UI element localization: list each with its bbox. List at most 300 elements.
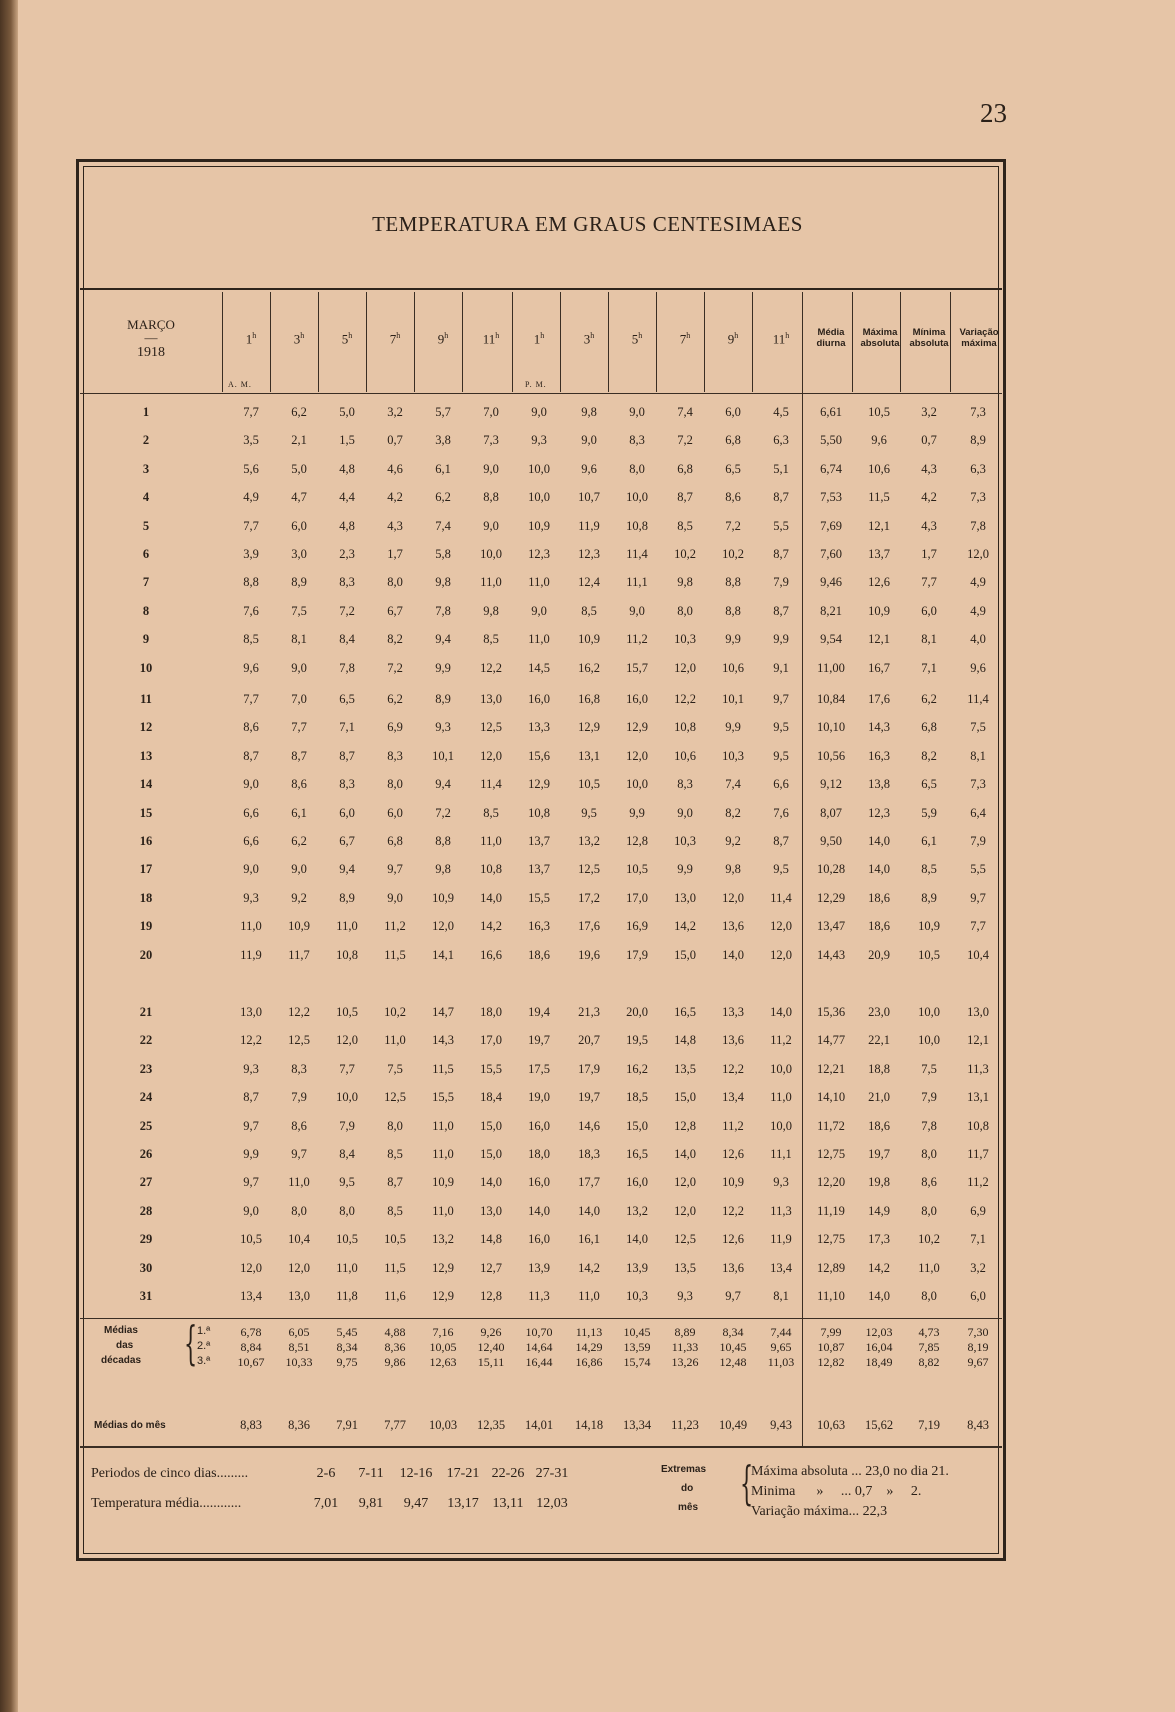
month-mean-value: 7,91 <box>336 1418 358 1432</box>
temperature-value: 5,1 <box>773 462 789 476</box>
temperature-value: 7,53 <box>820 490 842 504</box>
temperature-value: 8,2 <box>387 632 403 646</box>
temperature-value: 20,0 <box>626 1005 648 1019</box>
temperature-value: 8,5 <box>483 806 499 820</box>
temperature-value: 11,19 <box>817 1204 845 1218</box>
temperature-value: 11,9 <box>578 519 600 533</box>
day-number: 6 <box>142 547 150 561</box>
temperature-value: 14,0 <box>626 1232 648 1246</box>
temperature-value: 8,0 <box>921 1204 937 1218</box>
temperature-value: 19,4 <box>528 1005 550 1019</box>
temperature-value: 13,9 <box>626 1261 648 1275</box>
temperature-value: 3,2 <box>387 405 403 419</box>
temperature-value: 19,7 <box>528 1033 550 1047</box>
temperature-value: 7,2 <box>339 604 355 618</box>
temperature-value: 6,5 <box>725 462 741 476</box>
temperature-value: 12,9 <box>578 720 600 734</box>
decade-mean-value: 8,34 <box>722 1325 744 1339</box>
temperature-value: 12,75 <box>816 1147 846 1161</box>
decade-mean-value: 16,86 <box>575 1355 603 1369</box>
temperature-value: 11,72 <box>817 1119 845 1133</box>
temperature-value: 7,5 <box>387 1062 403 1076</box>
temperature-value: 21,0 <box>868 1090 890 1104</box>
temperature-value: 17,0 <box>626 891 648 905</box>
temperature-value: 8,5 <box>387 1204 403 1218</box>
temperature-value: 8,7 <box>773 547 789 561</box>
temperature-value: 8,0 <box>677 604 693 618</box>
pm-label: P. M. <box>525 380 547 389</box>
title-rule <box>80 288 1002 290</box>
temperature-value: 3,5 <box>243 433 259 447</box>
temperature-value: 7,1 <box>339 720 355 734</box>
temperature-value: 6,5 <box>921 777 937 791</box>
temperature-value: 10,10 <box>816 720 846 734</box>
temperature-value: 7,3 <box>970 490 986 504</box>
decade-mean-value: 7,30 <box>967 1325 989 1339</box>
temperature-value: 8,9 <box>339 891 355 905</box>
temperature-value: 12,7 <box>480 1261 502 1275</box>
temperature-value: 13,0 <box>480 1204 502 1218</box>
decade-mean-value: 18,49 <box>865 1355 893 1369</box>
extremes-label-2: do <box>681 1483 694 1494</box>
temperature-value: 8,3 <box>339 575 355 589</box>
column-rule <box>950 292 951 392</box>
temperature-value: 18,6 <box>868 919 890 933</box>
temperature-value: 18,6 <box>528 948 550 962</box>
column-rule <box>512 292 513 392</box>
temperature-value: 11,0 <box>432 1147 454 1161</box>
temperature-value: 7,8 <box>339 661 355 675</box>
temperature-value: 6,2 <box>921 692 937 706</box>
temperature-value: 10,9 <box>288 919 310 933</box>
temperature-value: 12,1 <box>868 632 890 646</box>
decade-mean-value: 9,26 <box>480 1325 502 1339</box>
temperature-value: 11,0 <box>528 632 550 646</box>
temperature-value: 9,3 <box>435 720 451 734</box>
temperature-value: 6,0 <box>725 405 741 419</box>
temperature-value: 3,8 <box>435 433 451 447</box>
day-number: 16 <box>139 834 153 848</box>
temperature-value: 11,1 <box>770 1147 792 1161</box>
temperature-value: 12,9 <box>432 1261 454 1275</box>
column-rule <box>656 292 657 392</box>
temperature-value: 10,6 <box>722 661 744 675</box>
hour-header: 11$^h$ <box>772 331 790 347</box>
temperature-value: 8,7 <box>773 604 789 618</box>
decade-mean-value: 12,03 <box>865 1325 893 1339</box>
temperature-value: 10,0 <box>626 490 648 504</box>
month-label: MARÇO <box>127 317 175 332</box>
temperature-value: 15,6 <box>528 749 550 763</box>
temperature-value: 7,0 <box>483 405 499 419</box>
temperature-value: 8,21 <box>820 604 842 618</box>
day-number: 28 <box>139 1204 153 1218</box>
temperature-value: 8,7 <box>677 490 693 504</box>
temperature-value: 10,8 <box>674 720 696 734</box>
temperature-value: 8,3 <box>339 777 355 791</box>
temperature-value: 7,2 <box>725 519 741 533</box>
decade-mean-value: 12,63 <box>429 1355 457 1369</box>
month-mean-value: 7,19 <box>918 1418 940 1432</box>
stat-head-min: Mínima absoluta <box>909 327 949 349</box>
temperature-value: 10,9 <box>528 519 550 533</box>
temperature-value: 23,0 <box>868 1005 890 1019</box>
temperature-value: 7,8 <box>435 604 451 618</box>
temperature-value: 2,1 <box>291 433 307 447</box>
temperature-value: 5,5 <box>773 519 789 533</box>
temperature-value: 16,0 <box>528 1175 550 1189</box>
temperature-value: 16,8 <box>578 692 600 706</box>
temperature-value: 15,0 <box>626 1119 648 1133</box>
temperature-value: 9,54 <box>820 632 842 646</box>
temperature-value: 6,7 <box>387 604 403 618</box>
temperature-value: 8,0 <box>291 1204 307 1218</box>
temperature-value: 7,7 <box>339 1062 355 1076</box>
temperature-value: 14,2 <box>674 919 696 933</box>
temperature-value: 6,3 <box>773 433 789 447</box>
temperature-value: 13,8 <box>868 777 890 791</box>
temperature-value: 1,7 <box>921 547 937 561</box>
temperature-value: 9,0 <box>291 661 307 675</box>
decade-mean-value: 9,86 <box>384 1355 406 1369</box>
stat-head-mean: Média diurna <box>816 327 846 349</box>
temperature-value: 15,0 <box>480 1147 502 1161</box>
decade-mean-value: 8,89 <box>674 1325 696 1339</box>
temperature-value: 7,7 <box>921 575 937 589</box>
decade-mean-value: 10,67 <box>237 1355 265 1369</box>
decade-num-2: 2.ª <box>197 1340 211 1352</box>
temperature-value: 20,9 <box>868 948 890 962</box>
temperature-value: 10,5 <box>336 1005 358 1019</box>
temperature-value: 7,3 <box>483 433 499 447</box>
temperature-value: 4,8 <box>339 462 355 476</box>
temperature-value: 8,1 <box>291 632 307 646</box>
temperature-value: 6,5 <box>339 692 355 706</box>
temperature-value: 9,7 <box>773 692 789 706</box>
temperature-value: 8,3 <box>677 777 693 791</box>
header-rule <box>80 393 1002 394</box>
temperature-value: 12,0 <box>432 919 454 933</box>
temperature-value: 9,3 <box>677 1289 693 1303</box>
temperature-value: 21,3 <box>578 1005 600 1019</box>
decade-mean-value: 10,87 <box>817 1340 845 1354</box>
decade-mean-value: 7,99 <box>820 1325 842 1339</box>
temperature-value: 8,0 <box>387 1119 403 1133</box>
temperature-value: 8,0 <box>339 1204 355 1218</box>
temperature-value: 12,0 <box>288 1261 310 1275</box>
period-range: 7-11 <box>358 1466 384 1481</box>
temperature-value: 8,6 <box>291 1119 307 1133</box>
day-number: 20 <box>139 948 153 962</box>
temperature-value: 6,8 <box>677 462 693 476</box>
extremes-brace: { <box>740 1456 754 1510</box>
temperature-value: 9,7 <box>387 862 403 876</box>
temperature-value: 10,5 <box>578 777 600 791</box>
temperature-value: 7,9 <box>339 1119 355 1133</box>
temperature-value: 13,4 <box>722 1090 744 1104</box>
am-label: A. M. <box>228 380 252 389</box>
stat-head-var: Variação máxima <box>959 327 999 349</box>
temperature-value: 16,0 <box>528 1232 550 1246</box>
temperature-value: 9,3 <box>243 1062 259 1076</box>
temperature-value: 12,0 <box>480 749 502 763</box>
temperature-value: 6,74 <box>820 462 842 476</box>
temperature-value: 13,4 <box>770 1261 792 1275</box>
temperature-value: 6,2 <box>291 405 307 419</box>
temperature-value: 8,1 <box>970 749 986 763</box>
temperature-value: 13,6 <box>722 1033 744 1047</box>
temperature-value: 8,8 <box>243 575 259 589</box>
temperature-value: 11,0 <box>288 1175 310 1189</box>
hour-header: 3$^h$ <box>583 331 595 347</box>
temperature-value: 11,2 <box>967 1175 989 1189</box>
temperature-value: 9,0 <box>581 433 597 447</box>
temperature-value: 10,1 <box>722 692 744 706</box>
decade-num-1: 1.ª <box>197 1325 211 1337</box>
decade-num-3: 3.ª <box>197 1355 211 1367</box>
temperature-value: 5,9 <box>921 806 937 820</box>
temperature-value: 7,3 <box>970 405 986 419</box>
temperature-value: 7,60 <box>820 547 842 561</box>
temperature-value: 15,0 <box>674 1090 696 1104</box>
period-range: 27-31 <box>535 1466 569 1481</box>
temperature-value: 11,0 <box>528 575 550 589</box>
temperature-value: 9,6 <box>581 462 597 476</box>
temperature-value: 13,7 <box>528 862 550 876</box>
decade-mean-value: 14,29 <box>575 1340 603 1354</box>
decade-mean-value: 8,36 <box>384 1340 406 1354</box>
temperature-value: 15,5 <box>528 891 550 905</box>
temperature-value: 12,8 <box>626 834 648 848</box>
temperature-value: 14,0 <box>868 862 890 876</box>
temperature-value: 8,5 <box>581 604 597 618</box>
day-number: 15 <box>139 806 153 820</box>
temperature-value: 11,0 <box>336 1261 358 1275</box>
period-mean-temp: 13,11 <box>492 1496 524 1511</box>
temperature-value: 16,2 <box>578 661 600 675</box>
temperature-value: 9,9 <box>725 720 741 734</box>
temperature-value: 9,0 <box>531 405 547 419</box>
temperature-value: 9,46 <box>820 575 842 589</box>
temperature-value: 8,1 <box>921 632 937 646</box>
temperature-value: 10,9 <box>432 891 454 905</box>
temperature-value: 13,0 <box>480 692 502 706</box>
column-rule <box>900 292 901 392</box>
decade-mean-value: 13,59 <box>623 1340 651 1354</box>
day-number: 7 <box>142 575 150 589</box>
hour-header: 3$^h$ <box>293 331 305 347</box>
temperature-value: 3,0 <box>291 547 307 561</box>
temperature-value: 7,0 <box>291 692 307 706</box>
day-number: 9 <box>142 632 150 646</box>
temperature-value: 4,8 <box>339 519 355 533</box>
temperature-value: 9,9 <box>629 806 645 820</box>
temperature-value: 16,2 <box>626 1062 648 1076</box>
temperature-value: 4,6 <box>387 462 403 476</box>
decade-mean-value: 9,67 <box>967 1355 989 1369</box>
temperature-value: 0,7 <box>387 433 403 447</box>
decade-mean-value: 13,26 <box>671 1355 699 1369</box>
temperature-value: 8,7 <box>773 834 789 848</box>
decade-mean-value: 4,73 <box>918 1325 940 1339</box>
temperature-value: 8,0 <box>387 575 403 589</box>
decade-mean-value: 7,85 <box>918 1340 940 1354</box>
temperature-value: 12,2 <box>240 1033 262 1047</box>
temperature-value: 12,5 <box>384 1090 406 1104</box>
temperature-value: 8,8 <box>725 575 741 589</box>
period-mean-temp: 12,03 <box>536 1496 568 1511</box>
temperature-value: 9,2 <box>291 891 307 905</box>
temperature-value: 7,6 <box>243 604 259 618</box>
temperature-value: 10,6 <box>868 462 890 476</box>
temperature-value: 16,5 <box>626 1147 648 1161</box>
temperature-value: 8,5 <box>483 632 499 646</box>
temperature-value: 10,0 <box>626 777 648 791</box>
day-number: 3 <box>142 462 150 476</box>
temperature-value: 9,0 <box>483 519 499 533</box>
temperature-value: 17,0 <box>480 1033 502 1047</box>
temperature-value: 9,8 <box>483 604 499 618</box>
temperature-value: 6,8 <box>725 433 741 447</box>
temperature-value: 13,5 <box>674 1261 696 1275</box>
decade-mean-value: 4,88 <box>384 1325 406 1339</box>
temperature-value: 8,0 <box>921 1289 937 1303</box>
temperature-value: 8,07 <box>820 806 842 820</box>
decade-mean-value: 8,34 <box>336 1340 358 1354</box>
temperature-value: 8,6 <box>291 777 307 791</box>
temperature-value: 14,0 <box>868 1289 890 1303</box>
day-number: 21 <box>139 1005 153 1019</box>
temperature-value: 11,0 <box>480 834 502 848</box>
temperature-value: 13,3 <box>722 1005 744 1019</box>
temperature-value: 8,7 <box>339 749 355 763</box>
temperature-value: 4,0 <box>970 632 986 646</box>
temperature-value: 4,3 <box>387 519 403 533</box>
temperature-value: 19,6 <box>578 948 600 962</box>
temperature-value: 8,3 <box>629 433 645 447</box>
temperature-value: 9,5 <box>339 1175 355 1189</box>
temperature-value: 14,7 <box>432 1005 454 1019</box>
temperature-value: 14,2 <box>578 1261 600 1275</box>
temperature-value: 11,2 <box>722 1119 744 1133</box>
temperature-value: 12,29 <box>816 891 846 905</box>
temperature-value: 10,6 <box>674 749 696 763</box>
temperature-value: 18,6 <box>868 891 890 905</box>
temperature-value: 9,8 <box>725 862 741 876</box>
day-number: 1 <box>142 405 150 419</box>
temperature-value: 19,5 <box>626 1033 648 1047</box>
day-number: 13 <box>139 749 153 763</box>
temperature-value: 5,6 <box>243 462 259 476</box>
temperature-value: 14,77 <box>816 1033 846 1047</box>
temperature-value: 10,0 <box>770 1119 792 1133</box>
temperature-value: 8,4 <box>339 632 355 646</box>
month-means-label: Médias do mês <box>94 1420 166 1431</box>
temperature-value: 7,6 <box>773 806 789 820</box>
temperature-value: 11,8 <box>336 1289 358 1303</box>
day-number: 27 <box>139 1175 153 1189</box>
temperature-value: 14,5 <box>528 661 550 675</box>
temperature-value: 11,4 <box>967 692 989 706</box>
hour-header: 1$^h$ <box>245 331 257 347</box>
temperature-value: 9,3 <box>243 891 259 905</box>
temperature-value: 12,1 <box>868 519 890 533</box>
hour-header: 1$^h$ <box>533 331 545 347</box>
decade-mean-value: 11,03 <box>767 1355 795 1369</box>
temperature-value: 6,8 <box>921 720 937 734</box>
temperature-value: 13,4 <box>240 1289 262 1303</box>
temperature-value: 10,2 <box>384 1005 406 1019</box>
temperature-value: 5,5 <box>970 862 986 876</box>
month-mean-value: 12,35 <box>476 1418 506 1432</box>
temperature-value: 9,4 <box>435 632 451 646</box>
temperature-value: 11,0 <box>770 1090 792 1104</box>
temperature-value: 6,6 <box>243 806 259 820</box>
temperature-value: 8,5 <box>677 519 693 533</box>
temperature-value: 10,8 <box>967 1119 989 1133</box>
decade-mean-value: 11,33 <box>671 1340 699 1354</box>
temperature-value: 14,6 <box>578 1119 600 1133</box>
temperature-value: 9,0 <box>243 1204 259 1218</box>
temperature-value: 9,12 <box>820 777 842 791</box>
temperature-value: 8,0 <box>629 462 645 476</box>
temperature-value: 7,9 <box>773 575 789 589</box>
temperature-value: 22,1 <box>868 1033 890 1047</box>
temperature-value: 16,0 <box>626 692 648 706</box>
temperature-value: 9,9 <box>435 661 451 675</box>
temperature-value: 10,0 <box>918 1033 940 1047</box>
temperature-value: 8,3 <box>291 1062 307 1076</box>
column-rule <box>414 292 415 392</box>
temperature-value: 8,7 <box>773 490 789 504</box>
temperature-value: 17,9 <box>578 1062 600 1076</box>
temperature-value: 12,9 <box>432 1289 454 1303</box>
temperature-value: 7,9 <box>921 1090 937 1104</box>
temperature-value: 13,0 <box>288 1289 310 1303</box>
temperature-value: 18,4 <box>480 1090 502 1104</box>
temperature-value: 6,0 <box>970 1289 986 1303</box>
temperature-value: 19,7 <box>578 1090 600 1104</box>
period-mean-temp: 13,17 <box>447 1496 479 1511</box>
temperature-value: 8,5 <box>243 632 259 646</box>
temperature-value: 7,1 <box>970 1232 986 1246</box>
temperature-value: 8,9 <box>921 891 937 905</box>
month-mean-value: 8,83 <box>240 1418 262 1432</box>
temperature-value: 9,9 <box>725 632 741 646</box>
temperature-value: 11,0 <box>336 919 358 933</box>
temperature-value: 9,7 <box>291 1147 307 1161</box>
temperature-value: 6,6 <box>773 777 789 791</box>
temperature-value: 11,7 <box>967 1147 989 1161</box>
temperature-value: 7,1 <box>921 661 937 675</box>
temperature-value: 13,7 <box>528 834 550 848</box>
temperature-value: 17,9 <box>626 948 648 962</box>
period-mean-temp: 9,47 <box>403 1496 429 1511</box>
temperature-value: 12,0 <box>240 1261 262 1275</box>
temperature-value: 12,2 <box>674 692 696 706</box>
stat-head-max: Máxima absoluta <box>860 327 900 349</box>
temperature-value: 17,2 <box>578 891 600 905</box>
temperature-value: 8,0 <box>387 777 403 791</box>
column-rule <box>318 292 319 392</box>
temperature-value: 12,9 <box>528 777 550 791</box>
temperature-value: 9,0 <box>243 777 259 791</box>
temperature-value: 11,10 <box>817 1289 845 1303</box>
temperature-value: 8,0 <box>921 1147 937 1161</box>
month-mean-value: 10,03 <box>428 1418 458 1432</box>
extreme-max: Máxima absoluta ... 23,0 no dia 21. <box>751 1464 949 1479</box>
temperature-value: 7,7 <box>970 919 986 933</box>
